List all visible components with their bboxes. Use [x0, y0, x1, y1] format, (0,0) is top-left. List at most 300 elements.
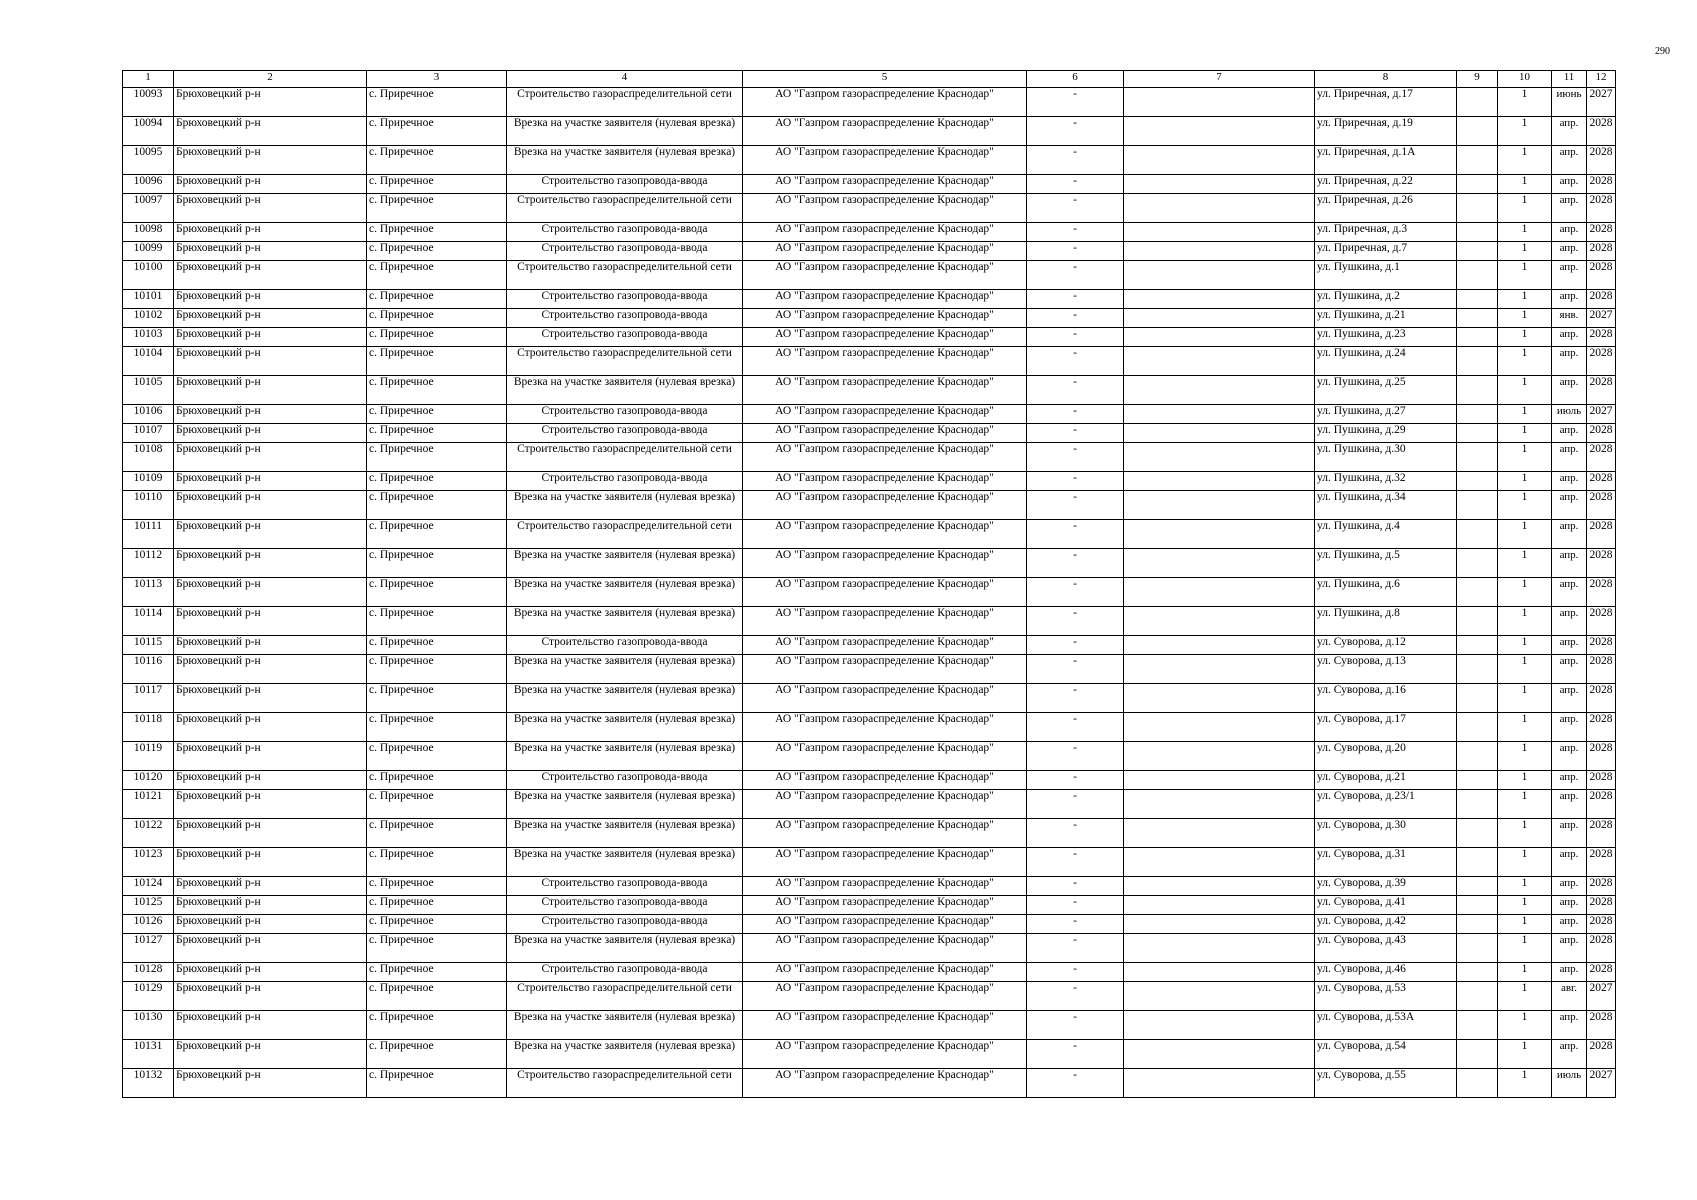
count-cell: 1 [1498, 88, 1552, 117]
year-cell: 2028 [1587, 636, 1616, 655]
year-cell: 2028 [1587, 290, 1616, 309]
table-row [123, 88, 1616, 117]
district-cell: Брюховецкий р-н [174, 982, 367, 1011]
year-cell: 2027 [1587, 982, 1616, 1011]
col9-cell [1457, 117, 1498, 146]
year-cell: 2028 [1587, 713, 1616, 742]
organization-cell: АО "Газпром газораспределение Краснодар" [743, 376, 1027, 405]
address-cell: ул. Пушкина, д.2 [1315, 290, 1457, 309]
col6-cell: - [1027, 491, 1124, 520]
col6-cell: - [1027, 242, 1124, 261]
district-cell: Брюховецкий р-н [174, 376, 367, 405]
month-cell: апр. [1552, 896, 1587, 915]
address-cell: ул. Пушкина, д.32 [1315, 472, 1457, 491]
table-row [123, 982, 1616, 1011]
address-cell: ул. Пушкина, д.5 [1315, 549, 1457, 578]
col6-cell: - [1027, 424, 1124, 443]
month-cell: апр. [1552, 261, 1587, 290]
work-type-cell: Строительство газопровода-ввода [507, 877, 743, 896]
row-number: 10115 [123, 636, 174, 655]
year-cell: 2028 [1587, 578, 1616, 607]
table-row [123, 934, 1616, 963]
count-cell: 1 [1498, 491, 1552, 520]
count-cell: 1 [1498, 819, 1552, 848]
address-cell: ул. Суворова, д.43 [1315, 934, 1457, 963]
work-type-cell: Строительство газораспределительной сети [507, 88, 743, 117]
table-row [123, 607, 1616, 636]
work-type-cell: Строительство газопровода-ввода [507, 915, 743, 934]
col6-cell: - [1027, 655, 1124, 684]
month-cell: апр. [1552, 549, 1587, 578]
year-cell: 2028 [1587, 790, 1616, 819]
row-number: 10096 [123, 175, 174, 194]
col7-cell [1124, 223, 1315, 242]
column-header-7: 7 [1124, 71, 1315, 88]
organization-cell: АО "Газпром газораспределение Краснодар" [743, 819, 1027, 848]
organization-cell: АО "Газпром газораспределение Краснодар" [743, 1069, 1027, 1098]
year-cell: 2028 [1587, 443, 1616, 472]
registry-table [122, 70, 1616, 1098]
organization-cell: АО "Газпром газораспределение Краснодар" [743, 261, 1027, 290]
table-row [123, 655, 1616, 684]
count-cell: 1 [1498, 376, 1552, 405]
count-cell: 1 [1498, 309, 1552, 328]
settlement-cell: с. Приречное [367, 146, 507, 175]
settlement-cell: с. Приречное [367, 713, 507, 742]
month-cell: апр. [1552, 328, 1587, 347]
count-cell: 1 [1498, 1069, 1552, 1098]
organization-cell: АО "Газпром газораспределение Краснодар" [743, 655, 1027, 684]
work-type-cell: Строительство газопровода-ввода [507, 223, 743, 242]
col7-cell [1124, 578, 1315, 607]
col7-cell [1124, 405, 1315, 424]
district-cell: Брюховецкий р-н [174, 896, 367, 915]
address-cell: ул. Приречная, д.3 [1315, 223, 1457, 242]
settlement-cell: с. Приречное [367, 261, 507, 290]
col6-cell: - [1027, 963, 1124, 982]
work-type-cell: Врезка на участке заявителя (нулевая врезка) [507, 117, 743, 146]
column-header-5: 5 [743, 71, 1027, 88]
count-cell: 1 [1498, 934, 1552, 963]
year-cell: 2028 [1587, 520, 1616, 549]
row-number: 10110 [123, 491, 174, 520]
work-type-cell: Строительство газораспределительной сети [507, 194, 743, 223]
district-cell: Брюховецкий р-н [174, 520, 367, 549]
work-type-cell: Строительство газопровода-ввода [507, 424, 743, 443]
row-number: 10105 [123, 376, 174, 405]
col6-cell: - [1027, 309, 1124, 328]
row-number: 10111 [123, 520, 174, 549]
organization-cell: АО "Газпром газораспределение Краснодар" [743, 117, 1027, 146]
table-row [123, 549, 1616, 578]
col6-cell: - [1027, 290, 1124, 309]
row-number: 10094 [123, 117, 174, 146]
year-cell: 2028 [1587, 934, 1616, 963]
address-cell: ул. Суворова, д.16 [1315, 684, 1457, 713]
organization-cell: АО "Газпром газораспределение Краснодар" [743, 742, 1027, 771]
settlement-cell: с. Приречное [367, 242, 507, 261]
table-row [123, 491, 1616, 520]
col9-cell [1457, 982, 1498, 1011]
table-row [123, 290, 1616, 309]
col6-cell: - [1027, 1069, 1124, 1098]
address-cell: ул. Суворова, д.21 [1315, 771, 1457, 790]
address-cell: ул. Суворова, д.46 [1315, 963, 1457, 982]
col7-cell [1124, 819, 1315, 848]
col7-cell [1124, 290, 1315, 309]
month-cell: апр. [1552, 194, 1587, 223]
settlement-cell: с. Приречное [367, 309, 507, 328]
district-cell: Брюховецкий р-н [174, 405, 367, 424]
district-cell: Брюховецкий р-н [174, 636, 367, 655]
table-row [123, 790, 1616, 819]
col9-cell [1457, 175, 1498, 194]
table-row [123, 896, 1616, 915]
year-cell: 2028 [1587, 963, 1616, 982]
month-cell: апр. [1552, 771, 1587, 790]
row-number: 10097 [123, 194, 174, 223]
month-cell: апр. [1552, 146, 1587, 175]
table-row [123, 175, 1616, 194]
organization-cell: АО "Газпром газораспределение Краснодар" [743, 88, 1027, 117]
col7-cell [1124, 848, 1315, 877]
district-cell: Брюховецкий р-н [174, 328, 367, 347]
settlement-cell: с. Приречное [367, 376, 507, 405]
col9-cell [1457, 896, 1498, 915]
col6-cell: - [1027, 915, 1124, 934]
district-cell: Брюховецкий р-н [174, 963, 367, 982]
work-type-cell: Строительство газораспределительной сети [507, 443, 743, 472]
table-row [123, 1069, 1616, 1098]
organization-cell: АО "Газпром газораспределение Краснодар" [743, 684, 1027, 713]
col7-cell [1124, 309, 1315, 328]
settlement-cell: с. Приречное [367, 771, 507, 790]
organization-cell: АО "Газпром газораспределение Краснодар" [743, 713, 1027, 742]
district-cell: Брюховецкий р-н [174, 223, 367, 242]
col6-cell: - [1027, 896, 1124, 915]
settlement-cell: с. Приречное [367, 684, 507, 713]
year-cell: 2028 [1587, 242, 1616, 261]
count-cell: 1 [1498, 790, 1552, 819]
col9-cell [1457, 1011, 1498, 1040]
district-cell: Брюховецкий р-н [174, 491, 367, 520]
year-cell: 2027 [1587, 405, 1616, 424]
row-number: 10127 [123, 934, 174, 963]
work-type-cell: Строительство газопровода-ввода [507, 472, 743, 491]
address-cell: ул. Суворова, д.39 [1315, 877, 1457, 896]
year-cell: 2028 [1587, 261, 1616, 290]
col9-cell [1457, 261, 1498, 290]
month-cell: апр. [1552, 877, 1587, 896]
settlement-cell: с. Приречное [367, 194, 507, 223]
month-cell: апр. [1552, 223, 1587, 242]
table-row [123, 424, 1616, 443]
count-cell: 1 [1498, 117, 1552, 146]
month-cell: июль [1552, 405, 1587, 424]
work-type-cell: Строительство газопровода-ввода [507, 963, 743, 982]
year-cell: 2028 [1587, 491, 1616, 520]
count-cell: 1 [1498, 405, 1552, 424]
address-cell: ул. Пушкина, д.8 [1315, 607, 1457, 636]
district-cell: Брюховецкий р-н [174, 877, 367, 896]
table-row [123, 1040, 1616, 1069]
work-type-cell: Врезка на участке заявителя (нулевая врезка) [507, 684, 743, 713]
month-cell: июль [1552, 1069, 1587, 1098]
row-number: 10123 [123, 848, 174, 877]
col6-cell: - [1027, 982, 1124, 1011]
organization-cell: АО "Газпром газораспределение Краснодар" [743, 1011, 1027, 1040]
year-cell: 2028 [1587, 877, 1616, 896]
organization-cell: АО "Газпром газораспределение Краснодар" [743, 472, 1027, 491]
settlement-cell: с. Приречное [367, 848, 507, 877]
col9-cell [1457, 934, 1498, 963]
col9-cell [1457, 963, 1498, 982]
row-number: 10098 [123, 223, 174, 242]
col6-cell: - [1027, 1040, 1124, 1069]
col6-cell: - [1027, 684, 1124, 713]
count-cell: 1 [1498, 578, 1552, 607]
count-cell: 1 [1498, 443, 1552, 472]
settlement-cell: с. Приречное [367, 405, 507, 424]
col9-cell [1457, 790, 1498, 819]
row-number: 10093 [123, 88, 174, 117]
month-cell: июнь [1552, 88, 1587, 117]
row-number: 10124 [123, 877, 174, 896]
column-header-1: 1 [123, 71, 174, 88]
organization-cell: АО "Газпром газораспределение Краснодар" [743, 877, 1027, 896]
month-cell: апр. [1552, 491, 1587, 520]
count-cell: 1 [1498, 194, 1552, 223]
row-number: 10126 [123, 915, 174, 934]
col6-cell: - [1027, 1011, 1124, 1040]
count-cell: 1 [1498, 684, 1552, 713]
year-cell: 2028 [1587, 915, 1616, 934]
col6-cell: - [1027, 88, 1124, 117]
col7-cell [1124, 88, 1315, 117]
month-cell: апр. [1552, 242, 1587, 261]
table-row [123, 713, 1616, 742]
count-cell: 1 [1498, 175, 1552, 194]
work-type-cell: Строительство газопровода-ввода [507, 175, 743, 194]
district-cell: Брюховецкий р-н [174, 790, 367, 819]
organization-cell: АО "Газпром газораспределение Краснодар" [743, 790, 1027, 819]
col9-cell [1457, 376, 1498, 405]
table-row [123, 472, 1616, 491]
col7-cell [1124, 636, 1315, 655]
address-cell: ул. Приречная, д.22 [1315, 175, 1457, 194]
count-cell: 1 [1498, 146, 1552, 175]
col9-cell [1457, 88, 1498, 117]
organization-cell: АО "Газпром газораспределение Краснодар" [743, 146, 1027, 175]
year-cell: 2028 [1587, 742, 1616, 771]
year-cell: 2028 [1587, 896, 1616, 915]
table-row [123, 194, 1616, 223]
settlement-cell: с. Приречное [367, 347, 507, 376]
row-number: 10131 [123, 1040, 174, 1069]
col6-cell: - [1027, 549, 1124, 578]
work-type-cell: Строительство газораспределительной сети [507, 347, 743, 376]
column-header-12: 12 [1587, 71, 1616, 88]
col9-cell [1457, 472, 1498, 491]
address-cell: ул. Суворова, д.53А [1315, 1011, 1457, 1040]
organization-cell: АО "Газпром газораспределение Краснодар" [743, 607, 1027, 636]
year-cell: 2028 [1587, 223, 1616, 242]
col6-cell: - [1027, 472, 1124, 491]
col9-cell [1457, 549, 1498, 578]
organization-cell: АО "Газпром газораспределение Краснодар" [743, 636, 1027, 655]
table-row [123, 242, 1616, 261]
col9-cell [1457, 146, 1498, 175]
col9-cell [1457, 443, 1498, 472]
month-cell: апр. [1552, 790, 1587, 819]
year-cell: 2028 [1587, 194, 1616, 223]
col6-cell: - [1027, 175, 1124, 194]
address-cell: ул. Суворова, д.20 [1315, 742, 1457, 771]
table-row [123, 963, 1616, 982]
work-type-cell: Врезка на участке заявителя (нулевая врезка) [507, 578, 743, 607]
settlement-cell: с. Приречное [367, 1069, 507, 1098]
table-row [123, 443, 1616, 472]
row-number: 10102 [123, 309, 174, 328]
organization-cell: АО "Газпром газораспределение Краснодар" [743, 520, 1027, 549]
table-row [123, 1011, 1616, 1040]
col6-cell: - [1027, 328, 1124, 347]
row-number: 10119 [123, 742, 174, 771]
col7-cell [1124, 328, 1315, 347]
month-cell: апр. [1552, 684, 1587, 713]
col9-cell [1457, 290, 1498, 309]
header-row [123, 71, 1616, 88]
settlement-cell: с. Приречное [367, 896, 507, 915]
district-cell: Брюховецкий р-н [174, 146, 367, 175]
table-row [123, 223, 1616, 242]
settlement-cell: с. Приречное [367, 790, 507, 819]
work-type-cell: Строительство газопровода-ввода [507, 896, 743, 915]
organization-cell: АО "Газпром газораспределение Краснодар" [743, 309, 1027, 328]
settlement-cell: с. Приречное [367, 877, 507, 896]
count-cell: 1 [1498, 520, 1552, 549]
col6-cell: - [1027, 261, 1124, 290]
col9-cell [1457, 877, 1498, 896]
col7-cell [1124, 1069, 1315, 1098]
district-cell: Брюховецкий р-н [174, 771, 367, 790]
work-type-cell: Строительство газораспределительной сети [507, 261, 743, 290]
count-cell: 1 [1498, 424, 1552, 443]
col9-cell [1457, 520, 1498, 549]
month-cell: янв. [1552, 309, 1587, 328]
column-header-3: 3 [367, 71, 507, 88]
address-cell: ул. Приречная, д.19 [1315, 117, 1457, 146]
district-cell: Брюховецкий р-н [174, 742, 367, 771]
row-number: 10120 [123, 771, 174, 790]
month-cell: апр. [1552, 934, 1587, 963]
address-cell: ул. Суворова, д.55 [1315, 1069, 1457, 1098]
district-cell: Брюховецкий р-н [174, 848, 367, 877]
settlement-cell: с. Приречное [367, 655, 507, 684]
year-cell: 2028 [1587, 376, 1616, 405]
settlement-cell: с. Приречное [367, 491, 507, 520]
month-cell: апр. [1552, 578, 1587, 607]
year-cell: 2028 [1587, 549, 1616, 578]
settlement-cell: с. Приречное [367, 88, 507, 117]
col6-cell: - [1027, 848, 1124, 877]
organization-cell: АО "Газпром газораспределение Краснодар" [743, 491, 1027, 520]
address-cell: ул. Пушкина, д.29 [1315, 424, 1457, 443]
count-cell: 1 [1498, 328, 1552, 347]
table-row [123, 376, 1616, 405]
address-cell: ул. Пушкина, д.21 [1315, 309, 1457, 328]
col6-cell: - [1027, 607, 1124, 636]
organization-cell: АО "Газпром газораспределение Краснодар" [743, 1040, 1027, 1069]
table-row [123, 848, 1616, 877]
address-cell: ул. Приречная, д.26 [1315, 194, 1457, 223]
district-cell: Брюховецкий р-н [174, 1040, 367, 1069]
col9-cell [1457, 1040, 1498, 1069]
year-cell: 2028 [1587, 607, 1616, 636]
settlement-cell: с. Приречное [367, 819, 507, 848]
settlement-cell: с. Приречное [367, 443, 507, 472]
row-number: 10118 [123, 713, 174, 742]
col9-cell [1457, 607, 1498, 636]
page-number: 290 [1655, 46, 1670, 57]
year-cell: 2027 [1587, 1069, 1616, 1098]
row-number: 10108 [123, 443, 174, 472]
row-number: 10129 [123, 982, 174, 1011]
organization-cell: АО "Газпром газораспределение Краснодар" [743, 915, 1027, 934]
district-cell: Брюховецкий р-н [174, 1069, 367, 1098]
col7-cell [1124, 982, 1315, 1011]
address-cell: ул. Пушкина, д.1 [1315, 261, 1457, 290]
district-cell: Брюховецкий р-н [174, 424, 367, 443]
count-cell: 1 [1498, 896, 1552, 915]
col7-cell [1124, 472, 1315, 491]
col9-cell [1457, 223, 1498, 242]
work-type-cell: Врезка на участке заявителя (нулевая врезка) [507, 549, 743, 578]
address-cell: ул. Суворова, д.23/1 [1315, 790, 1457, 819]
col7-cell [1124, 347, 1315, 376]
month-cell: апр. [1552, 175, 1587, 194]
year-cell: 2028 [1587, 771, 1616, 790]
row-number: 10095 [123, 146, 174, 175]
organization-cell: АО "Газпром газораспределение Краснодар" [743, 347, 1027, 376]
table-row [123, 915, 1616, 934]
row-number: 10104 [123, 347, 174, 376]
col7-cell [1124, 896, 1315, 915]
col9-cell [1457, 636, 1498, 655]
organization-cell: АО "Газпром газораспределение Краснодар" [743, 848, 1027, 877]
col7-cell [1124, 424, 1315, 443]
work-type-cell: Врезка на участке заявителя (нулевая врезка) [507, 790, 743, 819]
address-cell: ул. Суворова, д.41 [1315, 896, 1457, 915]
col6-cell: - [1027, 713, 1124, 742]
district-cell: Брюховецкий р-н [174, 175, 367, 194]
district-cell: Брюховецкий р-н [174, 549, 367, 578]
work-type-cell: Строительство газораспределительной сети [507, 520, 743, 549]
col9-cell [1457, 328, 1498, 347]
address-cell: ул. Суворова, д.53 [1315, 982, 1457, 1011]
work-type-cell: Врезка на участке заявителя (нулевая врезка) [507, 1040, 743, 1069]
count-cell: 1 [1498, 607, 1552, 636]
organization-cell: АО "Газпром газораспределение Краснодар" [743, 175, 1027, 194]
address-cell: ул. Приречная, д.17 [1315, 88, 1457, 117]
address-cell: ул. Пушкина, д.30 [1315, 443, 1457, 472]
count-cell: 1 [1498, 242, 1552, 261]
col7-cell [1124, 520, 1315, 549]
organization-cell: АО "Газпром газораспределение Краснодар" [743, 290, 1027, 309]
settlement-cell: с. Приречное [367, 607, 507, 636]
address-cell: ул. Пушкина, д.4 [1315, 520, 1457, 549]
district-cell: Брюховецкий р-н [174, 713, 367, 742]
